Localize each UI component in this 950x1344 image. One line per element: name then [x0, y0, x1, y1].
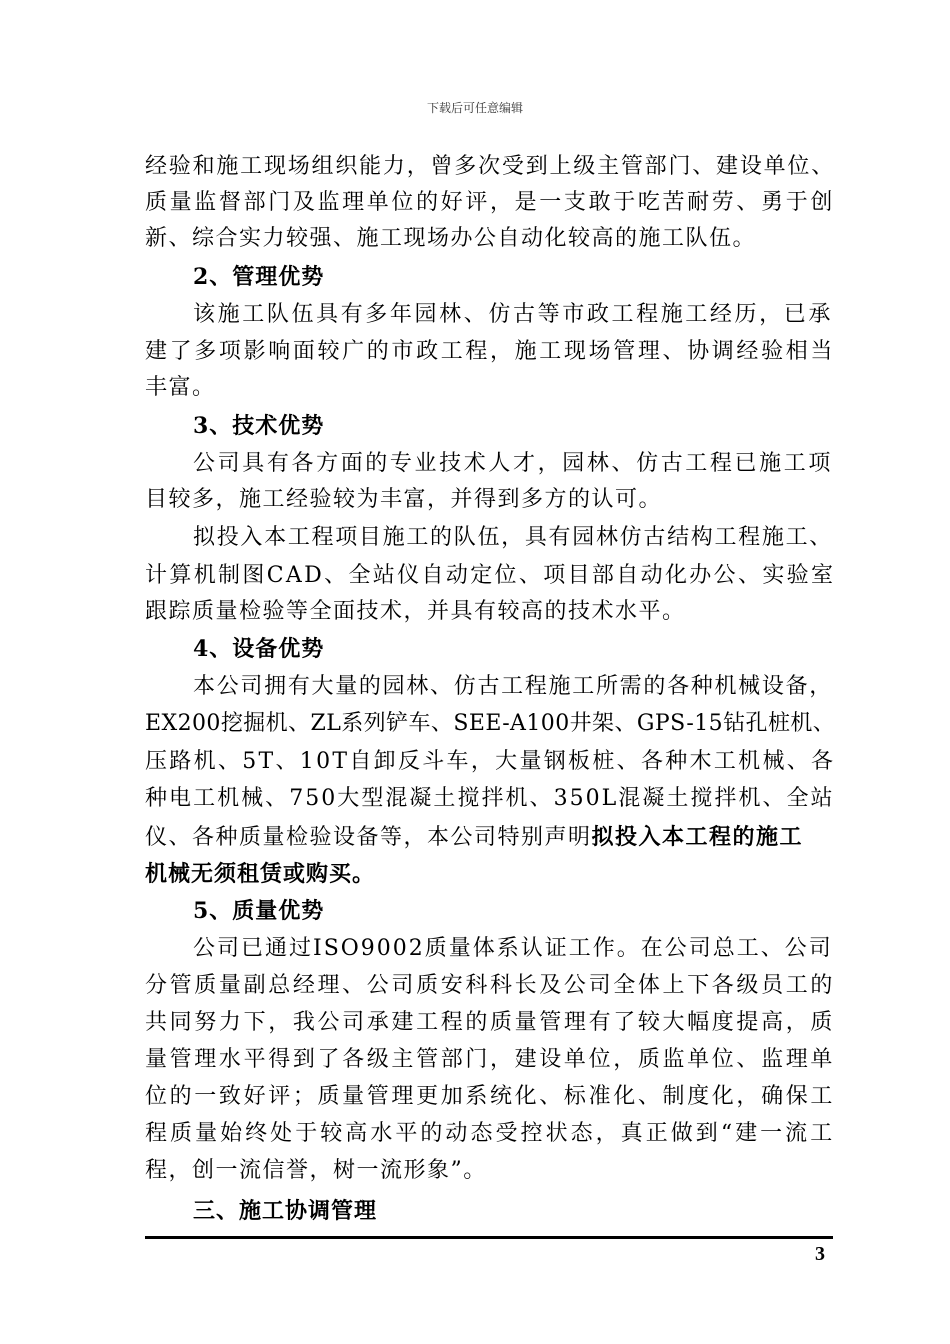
line-text: 仪、各种质量检验设备等，本公司特别声明 [145, 825, 592, 850]
body-line [193, 672, 833, 702]
line-text: 三、施工协调管理 [193, 1198, 378, 1224]
line-text: 压路机、5T、10T自卸反斗车，大量钢板桩、各种木工机械、各 [145, 749, 836, 774]
body-line [145, 1082, 835, 1112]
body-line [193, 523, 833, 553]
section-heading [193, 411, 324, 441]
emphasis-text: 拟投入本工程的施工 [591, 824, 804, 850]
line-text: 程，创一流信誉，树一流形象”。 [145, 1158, 487, 1183]
body-line [145, 1045, 835, 1075]
line-text: 5、质量优势 [193, 898, 325, 924]
line-text: 计算机制图CAD、全站仪自动定位、项目部自动化办公、实验室 [145, 563, 836, 588]
body-line [145, 747, 835, 777]
line-text: 跟踪质量检验等全面技术，并具有较高的技术水平。 [145, 599, 686, 624]
body-line [145, 373, 216, 403]
body-line [145, 224, 756, 254]
line-text: 3、技术优势 [193, 413, 325, 439]
body-line [193, 300, 833, 330]
section-heading [193, 634, 324, 664]
line-text: 4、设备优势 [193, 636, 325, 662]
body-line [145, 561, 835, 591]
line-text: 经验和施工现场组织能力，曾多次受到上级主管部门、建设单位、 [145, 154, 836, 179]
line-text: 质量监督部门及监理单位的好评，是一支敢于吃苦耐劳、勇于创 [145, 190, 836, 215]
line-text: 程质量始终处于较高水平的动态受控状态，真正做到“建一流工 [145, 1121, 836, 1146]
body-line [193, 449, 833, 479]
line-text: 本公司拥有大量的园林、仿古工程施工所需的各种机械设备， [193, 674, 834, 699]
page-header: 下载后可任意编辑 [426, 101, 523, 115]
line-text: 目较多，施工经验较为丰富，并得到多方的认可。 [145, 487, 663, 512]
body-line [145, 597, 686, 627]
section-heading [193, 262, 324, 292]
line-text: 分管质量副总经理、公司质安科科长及公司全体上下各级员工的 [145, 973, 836, 998]
body-line [145, 188, 835, 218]
body-line [145, 1119, 835, 1149]
section-heading [193, 896, 324, 926]
line-text: 公司已通过ISO9002质量体系认证工作。在公司总工、公司 [193, 936, 833, 961]
body-line [145, 822, 803, 853]
line-text: 位的一致好评；质量管理更加系统化、标准化、制度化，确保工 [145, 1084, 836, 1109]
footer-divider [145, 1236, 833, 1239]
body-line [193, 934, 833, 964]
body-line [145, 784, 835, 814]
line-text: 公司具有各方面的专业技术人才，园林、仿古工程已施工项 [193, 451, 834, 476]
line-text: 机械无须租赁或购买。 [145, 861, 376, 887]
section-heading [193, 1196, 377, 1226]
line-text: 2、管理优势 [193, 264, 325, 290]
body-line [145, 1156, 487, 1186]
line-text: 该施工队伍具有多年园林、仿古等市政工程施工经历，已承 [193, 302, 834, 327]
line-text: EX200挖掘机、ZL系列铲车、SEE-A100井架、GPS-15钻孔桩机、 [145, 711, 836, 736]
line-text: 丰富。 [145, 375, 216, 400]
body-line [145, 971, 835, 1001]
section-heading [145, 859, 375, 889]
line-text: 新、综合实力较强、施工现场办公自动化较高的施工队伍。 [145, 226, 757, 251]
line-text: 共同努力下，我公司承建工程的质量管理有了较大幅度提高，质 [145, 1010, 836, 1035]
line-text: 拟投入本工程项目施工的队伍，具有园林仿古结构工程施工、 [193, 525, 834, 550]
body-line [145, 709, 835, 739]
body-line [145, 1008, 835, 1038]
line-text: 建了多项影响面较广的市政工程，施工现场管理、协调经验相当 [145, 339, 836, 364]
page-number: 3 [815, 1243, 825, 1265]
line-text: 种电工机械、750大型混凝土搅拌机、350L混凝土搅拌机、全站 [145, 786, 835, 811]
body-line [145, 152, 835, 182]
body-line [145, 337, 835, 367]
body-line [145, 485, 662, 515]
line-text: 量管理水平得到了各级主管部门，建设单位，质监单位、监理单 [145, 1047, 836, 1072]
